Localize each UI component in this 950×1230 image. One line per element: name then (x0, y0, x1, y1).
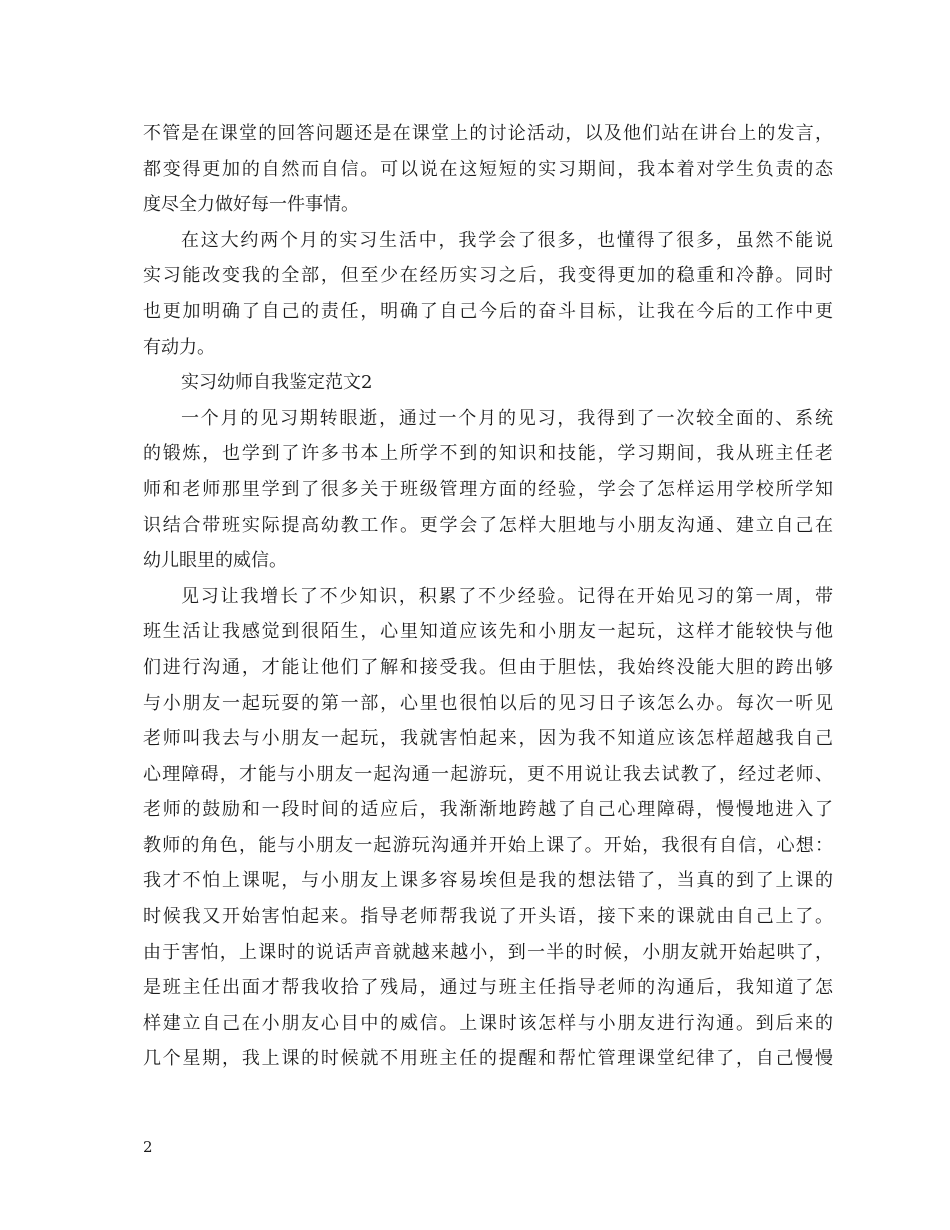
section-title: 实习幼师自我鉴定范文2 (181, 372, 373, 394)
text-line: 时候我又开始害怕起来。指导老师帮我说了开头语，接下来的课就由自己上了。 (143, 906, 833, 928)
text-line: 班生活让我感觉到很陌生，心里知道应该先和小朋友一起玩，这样才能较快与他 (143, 621, 833, 643)
paragraph-continued (143, 116, 833, 223)
text-line: 们进行沟通，才能让他们了解和接受我。但由于胆怯，我始终没能大胆的跨出够 (143, 656, 833, 678)
text-line: 样建立自己在小朋友心目中的威信。上课时该怎样与小朋友进行沟通。到后来的 (143, 1012, 833, 1034)
text-line: 几个星期，我上课的时候就不用班主任的提醒和帮忙管理课堂纪律了，自己慢慢 (143, 1048, 833, 1070)
text-line: 度尽全力做好每一件事情。 (143, 194, 359, 216)
text-line: 是班主任出面才帮我收拾了残局，通过与班主任指导老师的沟通后，我知道了怎 (143, 977, 833, 999)
text-line: 教师的角色，能与小朋友一起游玩沟通并开始上课了。开始，我很有自信，心想： (143, 834, 833, 856)
text-line: 不管是在课堂的回答问题还是在课堂上的讨论活动，以及他们站在讲台上的发言， (143, 123, 833, 144)
text-line: 的锻炼，也学到了许多书本上所学不到的知识和技能，学习期间，我从班主任老 (143, 443, 833, 465)
text-line: 师和老师那里学到了很多关于班级管理方面的经验，学会了怎样运用学校所学知 (143, 478, 833, 500)
text-line: 有动力。 (143, 336, 215, 358)
text-line: 老师叫我去与小朋友一起玩，我就害怕起来，因为我不知道应该怎样超越我自己 (143, 728, 833, 750)
paragraph-reflection (143, 223, 833, 365)
text-line: 与小朋友一起玩耍的第一部，心里也很怕以后的见习日子该怎么办。每次一听见 (143, 692, 833, 714)
text-line: 老师的鼓励和一段时间的适应后，我渐渐地跨越了自己心理障碍，慢慢地进入了 (143, 799, 833, 821)
text-line: 也更加明确了自己的责任，明确了自己今后的奋斗目标，让我在今后的工作中更 (143, 300, 833, 322)
text-line: 在这大约两个月的实习生活中，我学会了很多，也懂得了很多，虽然不能说 (181, 229, 833, 251)
page-number: 2 (143, 1138, 153, 1156)
paragraph-growth (143, 579, 833, 1077)
text-line: 都变得更加的自然而自信。可以说在这短短的实习期间，我本着对学生负责的态 (143, 158, 833, 180)
text-line: 幼儿眼里的威信。 (143, 550, 287, 572)
text-line: 识结合带班实际提高幼教工作。更学会了怎样大胆地与小朋友沟通、建立自己在 (143, 514, 833, 536)
text-line: 由于害怕，上课时的说话声音就越来越小，到一半的时候，小朋友就开始起哄了， (143, 941, 833, 963)
text-line: 我才不怕上课呢，与小朋友上课多容易埃但是我的想法错了，当真的到了上课的 (143, 870, 833, 892)
text-line: 见习让我增长了不少知识，积累了不少经验。记得在开始见习的第一周，带 (181, 585, 833, 607)
paragraph-observation-month (143, 401, 833, 579)
text-line: 心理障碍，才能与小朋友一起沟通一起游玩，更不用说让我去试教了，经过老师、 (143, 763, 833, 785)
section-heading (143, 365, 833, 401)
text-line: 实习能改变我的全部，但至少在经历实习之后，我变得更加的稳重和冷静。同时 (143, 265, 833, 287)
page-body (143, 116, 833, 1077)
text-line: 一个月的见习期转眼逝，通过一个月的见习，我得到了一次较全面的、系统 (181, 407, 833, 429)
